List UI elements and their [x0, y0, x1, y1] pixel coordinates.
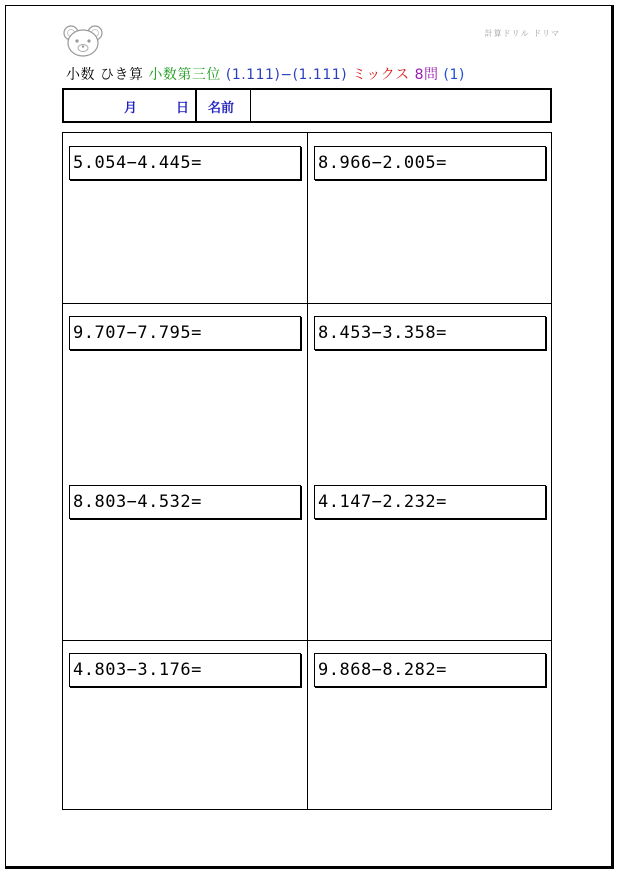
brand-label: 計算ドリル ドリマ — [484, 29, 560, 38]
problem-3: 9.707−7.795= — [69, 316, 301, 350]
grid-row-divider — [63, 640, 551, 641]
problem-5: 8.803−4.532= — [69, 485, 301, 519]
grid-row-divider — [63, 303, 551, 304]
month-label: 月 — [124, 101, 138, 116]
grid-column-divider — [307, 133, 308, 809]
bear-face-icon — [62, 24, 104, 58]
title-number: (1) — [443, 67, 465, 83]
title-mix: ミックス — [352, 67, 410, 83]
name-date-bar — [62, 88, 552, 123]
title-decimal-place: 小数第三位 — [148, 67, 221, 83]
worksheet-title — [66, 64, 465, 84]
name-divider — [250, 90, 251, 121]
title-count: 8問 — [414, 67, 439, 83]
title-format: (1.111)−(1.111) — [225, 67, 348, 83]
problem-4: 8.453−3.358= — [314, 316, 546, 350]
problem-6: 4.147−2.232= — [314, 485, 546, 519]
date-divider — [195, 90, 197, 121]
day-label: 日 — [176, 101, 190, 116]
name-label: 名前 — [208, 101, 235, 116]
problem-7: 4.803−3.176= — [69, 653, 301, 687]
problem-grid — [62, 132, 552, 810]
problem-8: 9.868−8.282= — [314, 653, 546, 687]
problem-2: 8.966−2.005= — [314, 146, 546, 180]
title-topic: 小数 ひき算 — [66, 67, 149, 83]
problem-1: 5.054−4.445= — [69, 146, 301, 180]
